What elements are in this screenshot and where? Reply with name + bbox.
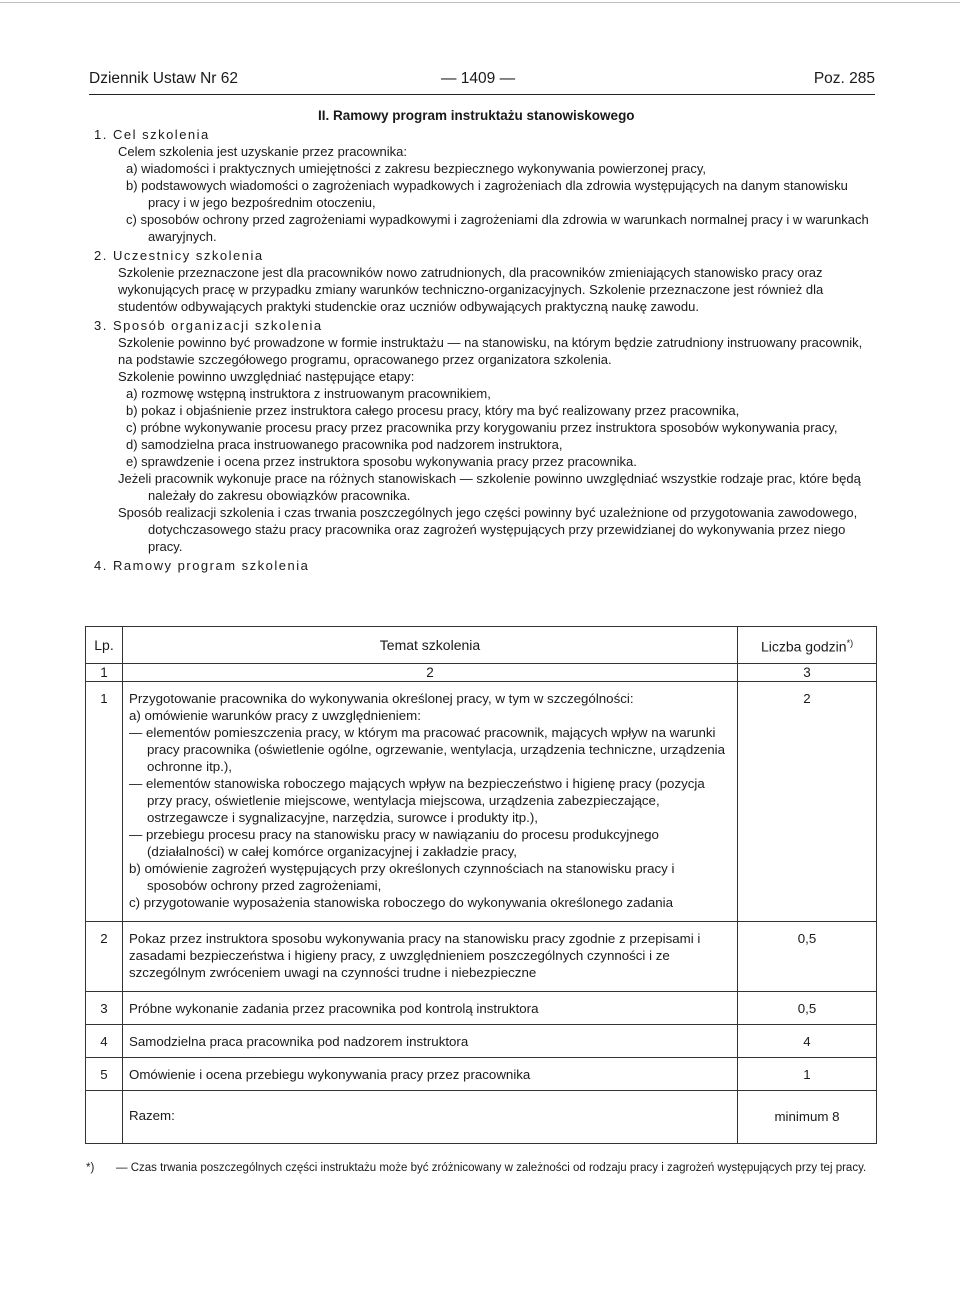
- section-3-item-a: a) rozmowę wstępną instruktora z instruowanym pracownikiem,: [126, 386, 491, 401]
- row-1-line: — przebiegu procesu pracy na stanowisku pracy w nawiązaniu do procesu produkcyjnego (działalności) w całej komórce organizacyjnej i zakładzie pracy,: [129, 827, 659, 859]
- column-number: 3: [738, 664, 877, 682]
- table-total-row: [86, 1091, 877, 1144]
- total-label: Razem:: [123, 1091, 738, 1144]
- header-hours-label: Liczba godzin: [760, 638, 847, 655]
- header-rule: [89, 94, 875, 95]
- header-hours: [738, 627, 877, 664]
- section-3-heading: 3. Sposób organizacji szkolenia: [94, 318, 323, 333]
- row-lp: 5: [86, 1058, 123, 1091]
- row-lp: 1: [86, 682, 123, 922]
- section-1-intro: Celem szkolenia jest uzyskanie przez pracownika:: [118, 144, 408, 159]
- section-3-paragraph-1: Szkolenie powinno być prowadzone w formie instruktażu — na stanowisku, na którym będzie zatrudniony instruowany pracownik, na podstawie szczegółowego programu, opracowanego przez organizatora szkolenia.: [118, 335, 863, 367]
- row-lp: 2: [86, 922, 123, 992]
- row-topic: [123, 682, 738, 922]
- page-header: [89, 70, 875, 92]
- page-number: — 1409 —: [441, 70, 516, 87]
- row-hours: 2: [738, 682, 877, 922]
- training-program-table: [85, 626, 877, 1144]
- section-3-item-b: b) pokaz i objaśnienie przez instruktora całego procesu pracy, który ma być realizowany przez pracownika,: [126, 403, 740, 418]
- header-footnote-mark: *): [846, 637, 854, 648]
- position-number: Poz. 285: [813, 70, 875, 87]
- row-hours: 4: [738, 1025, 877, 1058]
- column-number: 1: [86, 664, 123, 682]
- row-topic: Omówienie i ocena przebiegu wykonywania pracy przez pracownika: [123, 1058, 738, 1091]
- table-header-row: [86, 627, 877, 664]
- footnote: [86, 1161, 876, 1176]
- table-row: [86, 992, 877, 1025]
- section-1-item-b: b) podstawowych wiadomości o zagrożeniach wypadkowych i zagrożeniach dla zdrowia występujących na danym stanowisku pracy i w jego bezpośrednim otoczeniu,: [126, 178, 848, 210]
- footnote-mark: *): [86, 1162, 95, 1174]
- table-row: [86, 1058, 877, 1091]
- total-hours: minimum 8: [738, 1091, 877, 1144]
- section-1-item-c: c) sposobów ochrony przed zagrożeniami wypadkowymi i zagrożeniami dla zdrowia w warunkach normalnej pracy i w warunkach awaryjnych.: [126, 212, 869, 244]
- row-hours: 1: [738, 1058, 877, 1091]
- row-hours: 0,5: [738, 922, 877, 992]
- section-3-paragraph-3: Jeżeli pracownik wykonuje prace na różnych stanowiskach — szkolenie powinno uwzględniać wszystkie rodzaje prac, które będą należały do zakresu obowiązków pracownika.: [118, 471, 861, 503]
- section-3-paragraph-2: Szkolenie powinno uwzględniać następujące etapy:: [118, 369, 415, 384]
- section-3-paragraph-4: Sposób realizacji szkolenia i czas trwania poszczególnych jego części powinny być uzależnione od przygotowania zawodowego, dotychczasowego stażu pracy pracownika oraz zagrożeń występujących przy przewidzianej do wykonywania przez niego pracy.: [118, 505, 858, 554]
- section-1-heading: 1. Cel szkolenia: [94, 127, 210, 142]
- table-row: [86, 922, 877, 992]
- scan-top-line: [0, 2, 960, 3]
- header-topic: Temat szkolenia: [123, 627, 738, 664]
- row-lp: 4: [86, 1025, 123, 1058]
- row-1-line: a) omówienie warunków pracy z uwzględnieniem:: [129, 708, 421, 723]
- column-number-row: [86, 664, 877, 682]
- row-1-line: b) omówienie zagrożeń występujących przy określonych czynnościach na stanowisku pracy i sposobów ochrony przed zagrożeniami,: [129, 861, 675, 893]
- row-hours: 0,5: [738, 992, 877, 1025]
- section-2-text: Szkolenie przeznaczone jest dla pracowników nowo zatrudnionych, dla pracowników zmieniających stanowisko pracy oraz wykonujących pracę w przypadku zmiany warunków techniczno-organizacyjnych. Szkolenie przeznaczone jest również dla studentów odbywających praktyki studenckie oraz uczniów odbywających praktyczną naukę zawodu.: [118, 265, 824, 314]
- row-1-line: Przygotowanie pracownika do wykonywania określonej pracy, w tym w szczególności:: [129, 691, 634, 706]
- footnote-text: — Czas trwania poszczególnych części instruktażu może być zróżnicowany w zależności od rodzaju pracy i zagrożeń występujących przy tej pracy.: [116, 1162, 867, 1174]
- row-1-line: c) przygotowanie wyposażenia stanowiska roboczego do wykonywania określonego zadania: [129, 895, 674, 910]
- row-1-line: — elementów pomieszczenia pracy, w którym ma pracować pracownik, mających wpływ na warunki pracy pracownika (oświetlenie ogólne, ogrzewanie, wentylacja, urządzenia techniczne, urządzenia ochronne itp.),: [129, 725, 725, 774]
- row-1-line: — elementów stanowiska roboczego mających wpływ na bezpieczeństwo i higienę pracy (pozycja przy pracy, oświetlenie miejscowe, wentylacja miejscowa, urządzenia zabezpieczające, ostrzegawcze i sygnalizacyjne, narzędzia, surowce i produkty itp.),: [129, 776, 705, 825]
- header-lp: Lp.: [86, 627, 123, 664]
- table-row: [86, 682, 877, 922]
- section-4-heading: 4. Ramowy program szkolenia: [94, 558, 310, 573]
- table-row: [86, 1025, 877, 1058]
- journal-name: Dziennik Ustaw Nr 62: [89, 70, 239, 87]
- section-3-item-d: d) samodzielna praca instruowanego pracownika pod nadzorem instruktora,: [126, 437, 563, 452]
- section-1-item-a: a) wiadomości i praktycznych umiejętności z zakresu bezpiecznego wykonywania powierzonej pracy,: [126, 161, 706, 176]
- document-title: II. Ramowy program instruktażu stanowiskowego: [318, 108, 635, 123]
- section-2-heading: 2. Uczestnicy szkolenia: [94, 248, 264, 263]
- row-topic: Pokaz przez instruktora sposobu wykonywania pracy na stanowisku pracy zgodnie z przepisami i zasadami bezpieczeństwa i higieny pracy, z uwzględnieniem poszczególnych czynności i ze szczególnym zwróceniem uwagi na czynności trudne i niebezpieczne: [123, 922, 738, 992]
- column-number: 2: [123, 664, 738, 682]
- row-topic: Próbne wykonanie zadania przez pracownika pod kontrolą instruktora: [123, 992, 738, 1025]
- document-body: [94, 126, 876, 574]
- row-topic: Samodzielna praca pracownika pod nadzorem instruktora: [123, 1025, 738, 1058]
- total-lp-empty: [86, 1091, 123, 1144]
- section-3-item-e: e) sprawdzenie i ocena przez instruktora sposobu wykonywania pracy przez pracownika.: [126, 454, 637, 469]
- section-3-item-c: c) próbne wykonywanie procesu pracy przez pracownika przy korygowaniu przez instruktora sposobów wykonywania pracy,: [126, 420, 838, 435]
- row-lp: 3: [86, 992, 123, 1025]
